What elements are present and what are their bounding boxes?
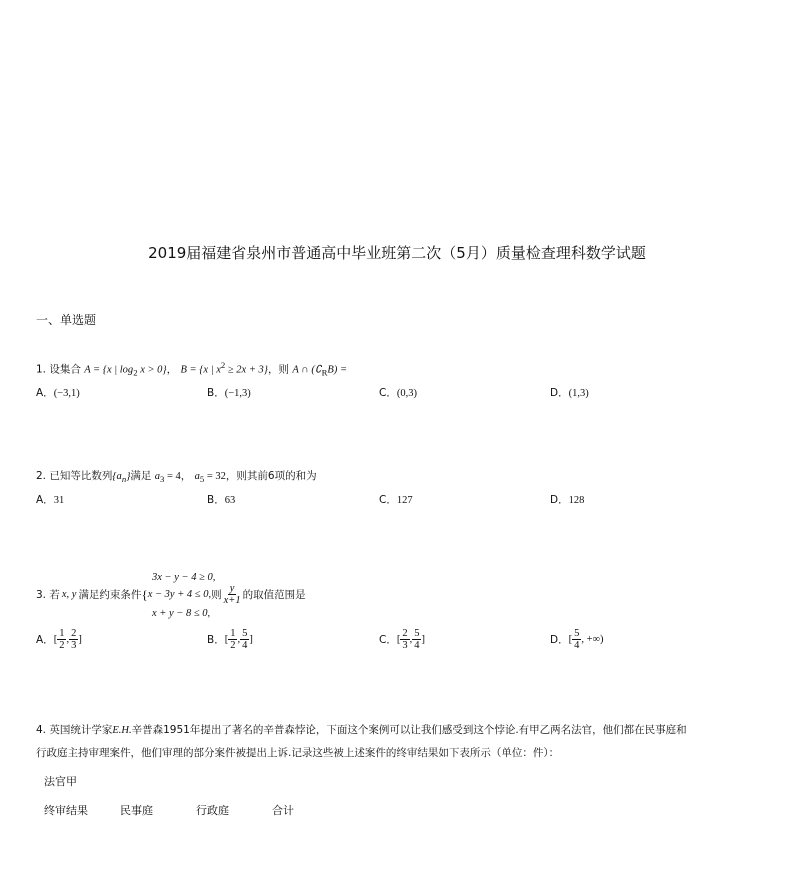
set-a-condition: x > 0}	[137, 364, 167, 376]
set-b-expr: B = {x | x	[180, 364, 221, 376]
question-2-option-a[interactable]: A．31	[36, 494, 65, 506]
document-title: 2019届福建省泉州市普通高中毕业班第二次（5月）质量检查理科数学试题	[148, 244, 646, 262]
question-2-option-b[interactable]: B．63	[207, 494, 236, 506]
question-4-line-2: 行政庭主持审理案件，他们审理的部分案件被提出上诉.记录这些被上述案件的终审结果如下表所示（单位：件）：	[36, 747, 560, 759]
term-a5: a	[194, 471, 200, 482]
complement-subscript: R	[321, 367, 328, 378]
question-1-option-d[interactable]: D．(1,3)	[550, 387, 589, 399]
set-b-condition: ≥ 2x + 3}	[225, 364, 268, 376]
table-header-admin: 行政庭	[196, 804, 229, 817]
question-3-option-b[interactable]: B． [ $\frac{1}{2}$ , $\frac{5}{4}$ ]	[207, 628, 253, 651]
question-1-option-a[interactable]: A．(−3,1)	[36, 387, 80, 399]
question-1-option-b[interactable]: B．(−1,3)	[207, 387, 251, 399]
target-expr-rest: B) =	[327, 364, 348, 376]
question-4-line-1: 4. 英国统计学家E.H.辛普森1951年提出了著名的辛普森悖论，下面这个案例可以让我们感受到这个悖论.有甲乙两名法官，他们都在民事庭和	[36, 724, 687, 736]
section-heading: 一、单选题	[36, 313, 97, 327]
sequence-expr: {a	[112, 471, 122, 482]
variables: x, y	[61, 589, 77, 600]
question-2-option-d[interactable]: D．128	[550, 494, 585, 506]
target-expr: A ∩ (∁	[292, 364, 322, 376]
question-2-stem: 2. 已知等比数列$\{a_n\}$满足 $a_3 = 4$， $a_5 = 32$，则其前6项的和为	[36, 470, 317, 485]
question-3-stem: 3. 若 x, y 满足约束条件 { x − 3y + 4 ≤ 0, 则 $\frac{y}{x+1}$ 的取值范围是	[36, 583, 306, 606]
table-header-result: 终审结果	[44, 804, 88, 817]
target-fraction: $\frac{y}{x+1}$	[223, 583, 241, 606]
constraint-2: x − 3y + 4 ≤ 0,	[147, 589, 212, 600]
constraint-3: x + y − 8 ≤ 0,	[152, 608, 211, 619]
constraint-1: 3x − y − 4 ≥ 0,	[152, 572, 216, 583]
question-3-option-a[interactable]: A． [ $\frac{1}{2}$ , $\frac{2}{3}$ ]	[36, 628, 82, 651]
statistician-name: E.H.	[112, 725, 132, 736]
table-header-total: 合计	[272, 804, 294, 817]
judge-label: 法官甲	[44, 775, 77, 788]
question-1-option-c[interactable]: C．(0,3)	[379, 387, 417, 399]
question-3-option-c[interactable]: C． [ $\frac{2}{3}$ , $\frac{5}{4}$ ]	[379, 628, 425, 651]
question-3-option-d[interactable]: D． [ $\frac{5}{4}$ , +∞)	[550, 628, 604, 651]
then-word: ，则	[267, 363, 289, 376]
set-a-expr: A = {x | log	[84, 364, 134, 376]
table-header-civil: 民事庭	[120, 804, 153, 817]
exponent: 2	[220, 360, 226, 370]
term-a3: a	[154, 471, 160, 482]
question-1-prefix: 1. 设集合	[36, 363, 81, 376]
question-1-stem	[36, 360, 347, 378]
separator: ，	[166, 363, 178, 376]
brace-icon: {	[141, 586, 148, 602]
question-2-option-c[interactable]: C．127	[379, 494, 413, 506]
log-base: 2	[133, 367, 138, 378]
